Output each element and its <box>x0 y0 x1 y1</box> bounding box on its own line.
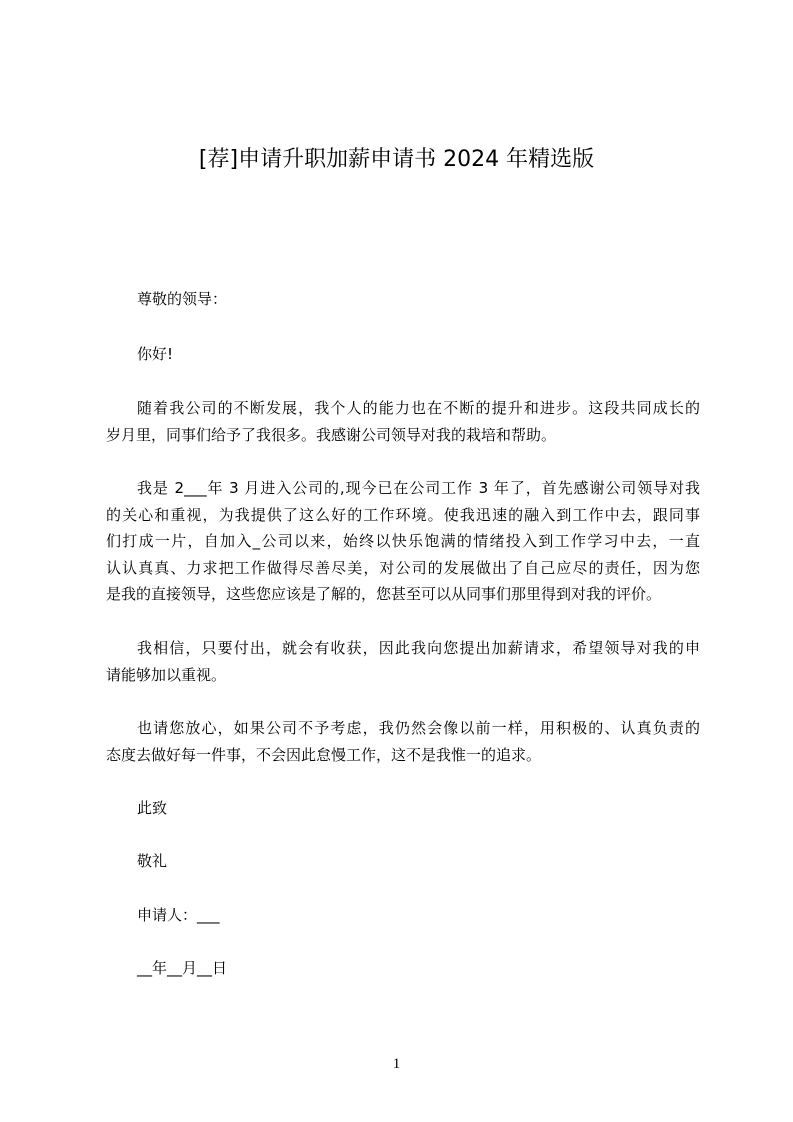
paragraph-line: 我是 2___年 3 月进入公司的,现今已在公司工作 3 年了，首先感谢公司领导对我 <box>137 479 700 497</box>
page-number: 1 <box>392 1056 401 1072</box>
paragraph-2 <box>106 475 700 608</box>
closing-1 <box>106 795 700 822</box>
paragraph-line: 随着我公司的不断发展，我个人的能力也在不断的提升和进步。这段共同成长的 <box>137 399 700 417</box>
paragraph-line: 我相信，只要付出，就会有收获，因此我向您提出加薪请求，希望领导对我的申 <box>137 639 700 657</box>
paragraph-line: 岁月里，同事们给予了我很多。我感谢公司领导对我的栽培和帮助。 <box>106 425 557 444</box>
date-text: __年__月__日 <box>137 959 228 977</box>
date-line <box>106 955 700 982</box>
paragraph-line: 是我的直接领导，这些您应该是了解的，您甚至可以从同事们那里得到对我的评价。 <box>106 585 662 603</box>
paragraph-line: 也请您放心，如果公司不予考虑，我仍然会像以前一样，用积极的、认真负责的 <box>137 719 700 737</box>
greeting <box>106 341 700 368</box>
document-title: [荐]申请升职加薪申请书 2024 年精选版 <box>198 147 595 172</box>
salutation-text: 尊敬的领导： <box>137 290 228 308</box>
applicant-line <box>106 902 700 929</box>
paragraph-4 <box>106 715 700 768</box>
salutation <box>106 286 700 313</box>
paragraph-line: 认认真真、力求把工作做得尽善尽美，对公司的发展做出了自己应尽的责任，因为您 <box>106 558 700 577</box>
closing-text: 此致 <box>137 799 168 817</box>
applicant-text: 申请人：___ <box>137 906 220 924</box>
paragraph-line: 们打成一片，自加入_公司以来，始终以快乐饱满的情绪投入到工作学习中去，一直 <box>106 532 700 550</box>
paragraph-line: 请能够加以重视。 <box>106 665 227 684</box>
paragraph-line: 的关心和重视，为我提供了这么好的工作环境。使我迅速的融入到工作中去，跟同事 <box>106 505 700 524</box>
paragraph-3 <box>106 635 700 688</box>
closing-2 <box>106 848 700 875</box>
greeting-text: 你好! <box>137 345 174 363</box>
paragraph-line: 态度去做好每一件事，不会因此怠慢工作，这不是我惟一的追求。 <box>106 745 542 764</box>
paragraph-1 <box>106 395 700 448</box>
closing-text: 敬礼 <box>137 852 168 870</box>
